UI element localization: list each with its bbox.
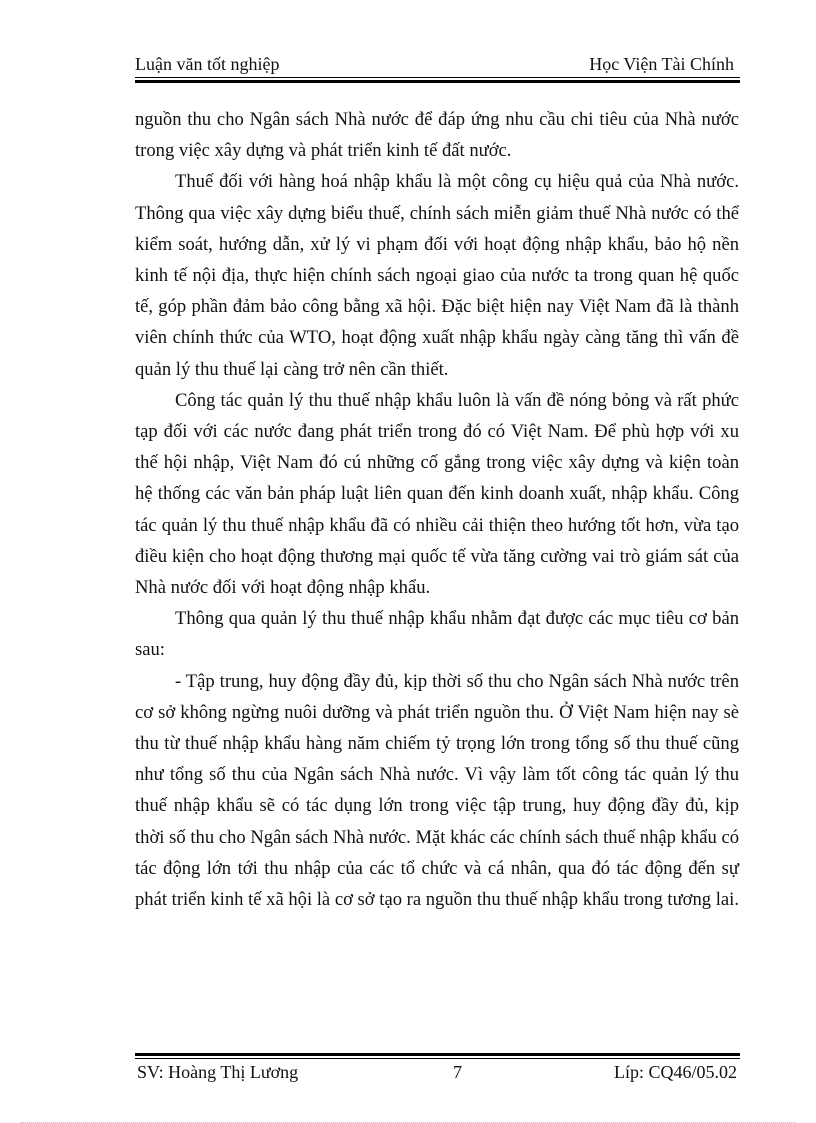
header-institution: Học Viện Tài Chính — [589, 54, 734, 74]
page-header — [135, 52, 740, 78]
footer-student-name: SV: Hoàng Thị Lương — [137, 1062, 299, 1082]
header-rule-thick — [135, 80, 740, 83]
paragraph: Công tác quản lý thu thuế nhập khẩu luôn là vấn đề nóng bỏng và rất phức tạp đối với các nước đang phát triển trong đó có Việt Nam. Để phù hợp với xu thế hội nhập, Việt Nam đó cú những cố gắng trong việc xây dựng và kiện toàn hệ thống các văn bản pháp luật liên quan đến kinh doanh xuất, nhập khẩu. Công tác quản lý thu thuế nhập khẩu đã có nhiều cải thiện theo hướng tốt hơn, vừa tạo điều kiện cho hoạt động thương mại quốc tế vừa tăng cường vai trò giám sát của Nhà nước đối với hoạt động nhập khẩu. — [135, 389, 739, 599]
paragraph-continuation: nguồn thu cho Ngân sách Nhà nước để đáp ứng nhu cầu chi tiêu của Nhà nước trong việc xây dựng và phát triển kinh tế đất nước. — [135, 109, 739, 162]
paragraph: Thông qua quản lý thu thuế nhập khẩu nhằm đạt được các mục tiêu cơ bản sau: — [135, 608, 739, 661]
header-rule-thin — [135, 77, 740, 78]
body-text — [135, 104, 739, 915]
paragraph: Thuế đối với hàng hoá nhập khẩu là một công cụ hiệu quả của Nhà nước. Thông qua việc xây dựng biểu thuế, chính sách miễn giảm thuế Nhà nước có thể kiểm soát, hướng dẫn, xử lý vi phạm đối với hoạt động nhập khẩu, bảo hộ nền kinh tế nội địa, thực hiện chính sách ngoại giao của nước ta trong quan hệ quốc tế, góp phần đảm bảo công bằng xã hội. Đặc biệt hiện nay Việt Nam đã là thành viên chính thức của WTO, hoạt động xuất nhập khẩu ngày càng tăng thì vấn đề quản lý thu thuế lại càng trở nên cần thiết. — [135, 171, 739, 380]
footer-rule-thick — [135, 1053, 740, 1056]
page-number: 7 — [453, 1062, 462, 1082]
footer-rule-thin — [135, 1058, 740, 1059]
paragraph-bullet: - Tập trung, huy động đầy đủ, kịp thời số thu cho Ngân sách Nhà nước trên cơ sở không ngừng nuôi dưỡng và phát triển nguồn thu. Ở Việt Nam hiện nay sè thu từ thuế nhập khẩu hàng năm chiếm tỷ trọng lớn trong tổng số thu thuế cũng như tổng số thu của Ngân sách Nhà nước. Vì vậy làm tốt công tác quản lý thu thuế nhập khẩu sẽ có tác dụng lớn trong việc tập trung, huy động đầy đủ, kịp thời số thu cho Ngân sách Nhà nước. Mặt khác các chính sách thuế nhập khẩu có tác động lớn tới thu nhập của các tổ chức và cá nhân, qua đó tác động đến sự phát triển kinh tế xã hội là cơ sở tạo ra nguồn thu thuế nhập khẩu trong tương lai. — [135, 670, 739, 911]
footer-class: Líp: CQ46/05.02 — [613, 1062, 737, 1082]
header-thesis-label: Luận văn tốt nghiệp — [135, 54, 280, 74]
page-footer — [135, 1062, 740, 1086]
